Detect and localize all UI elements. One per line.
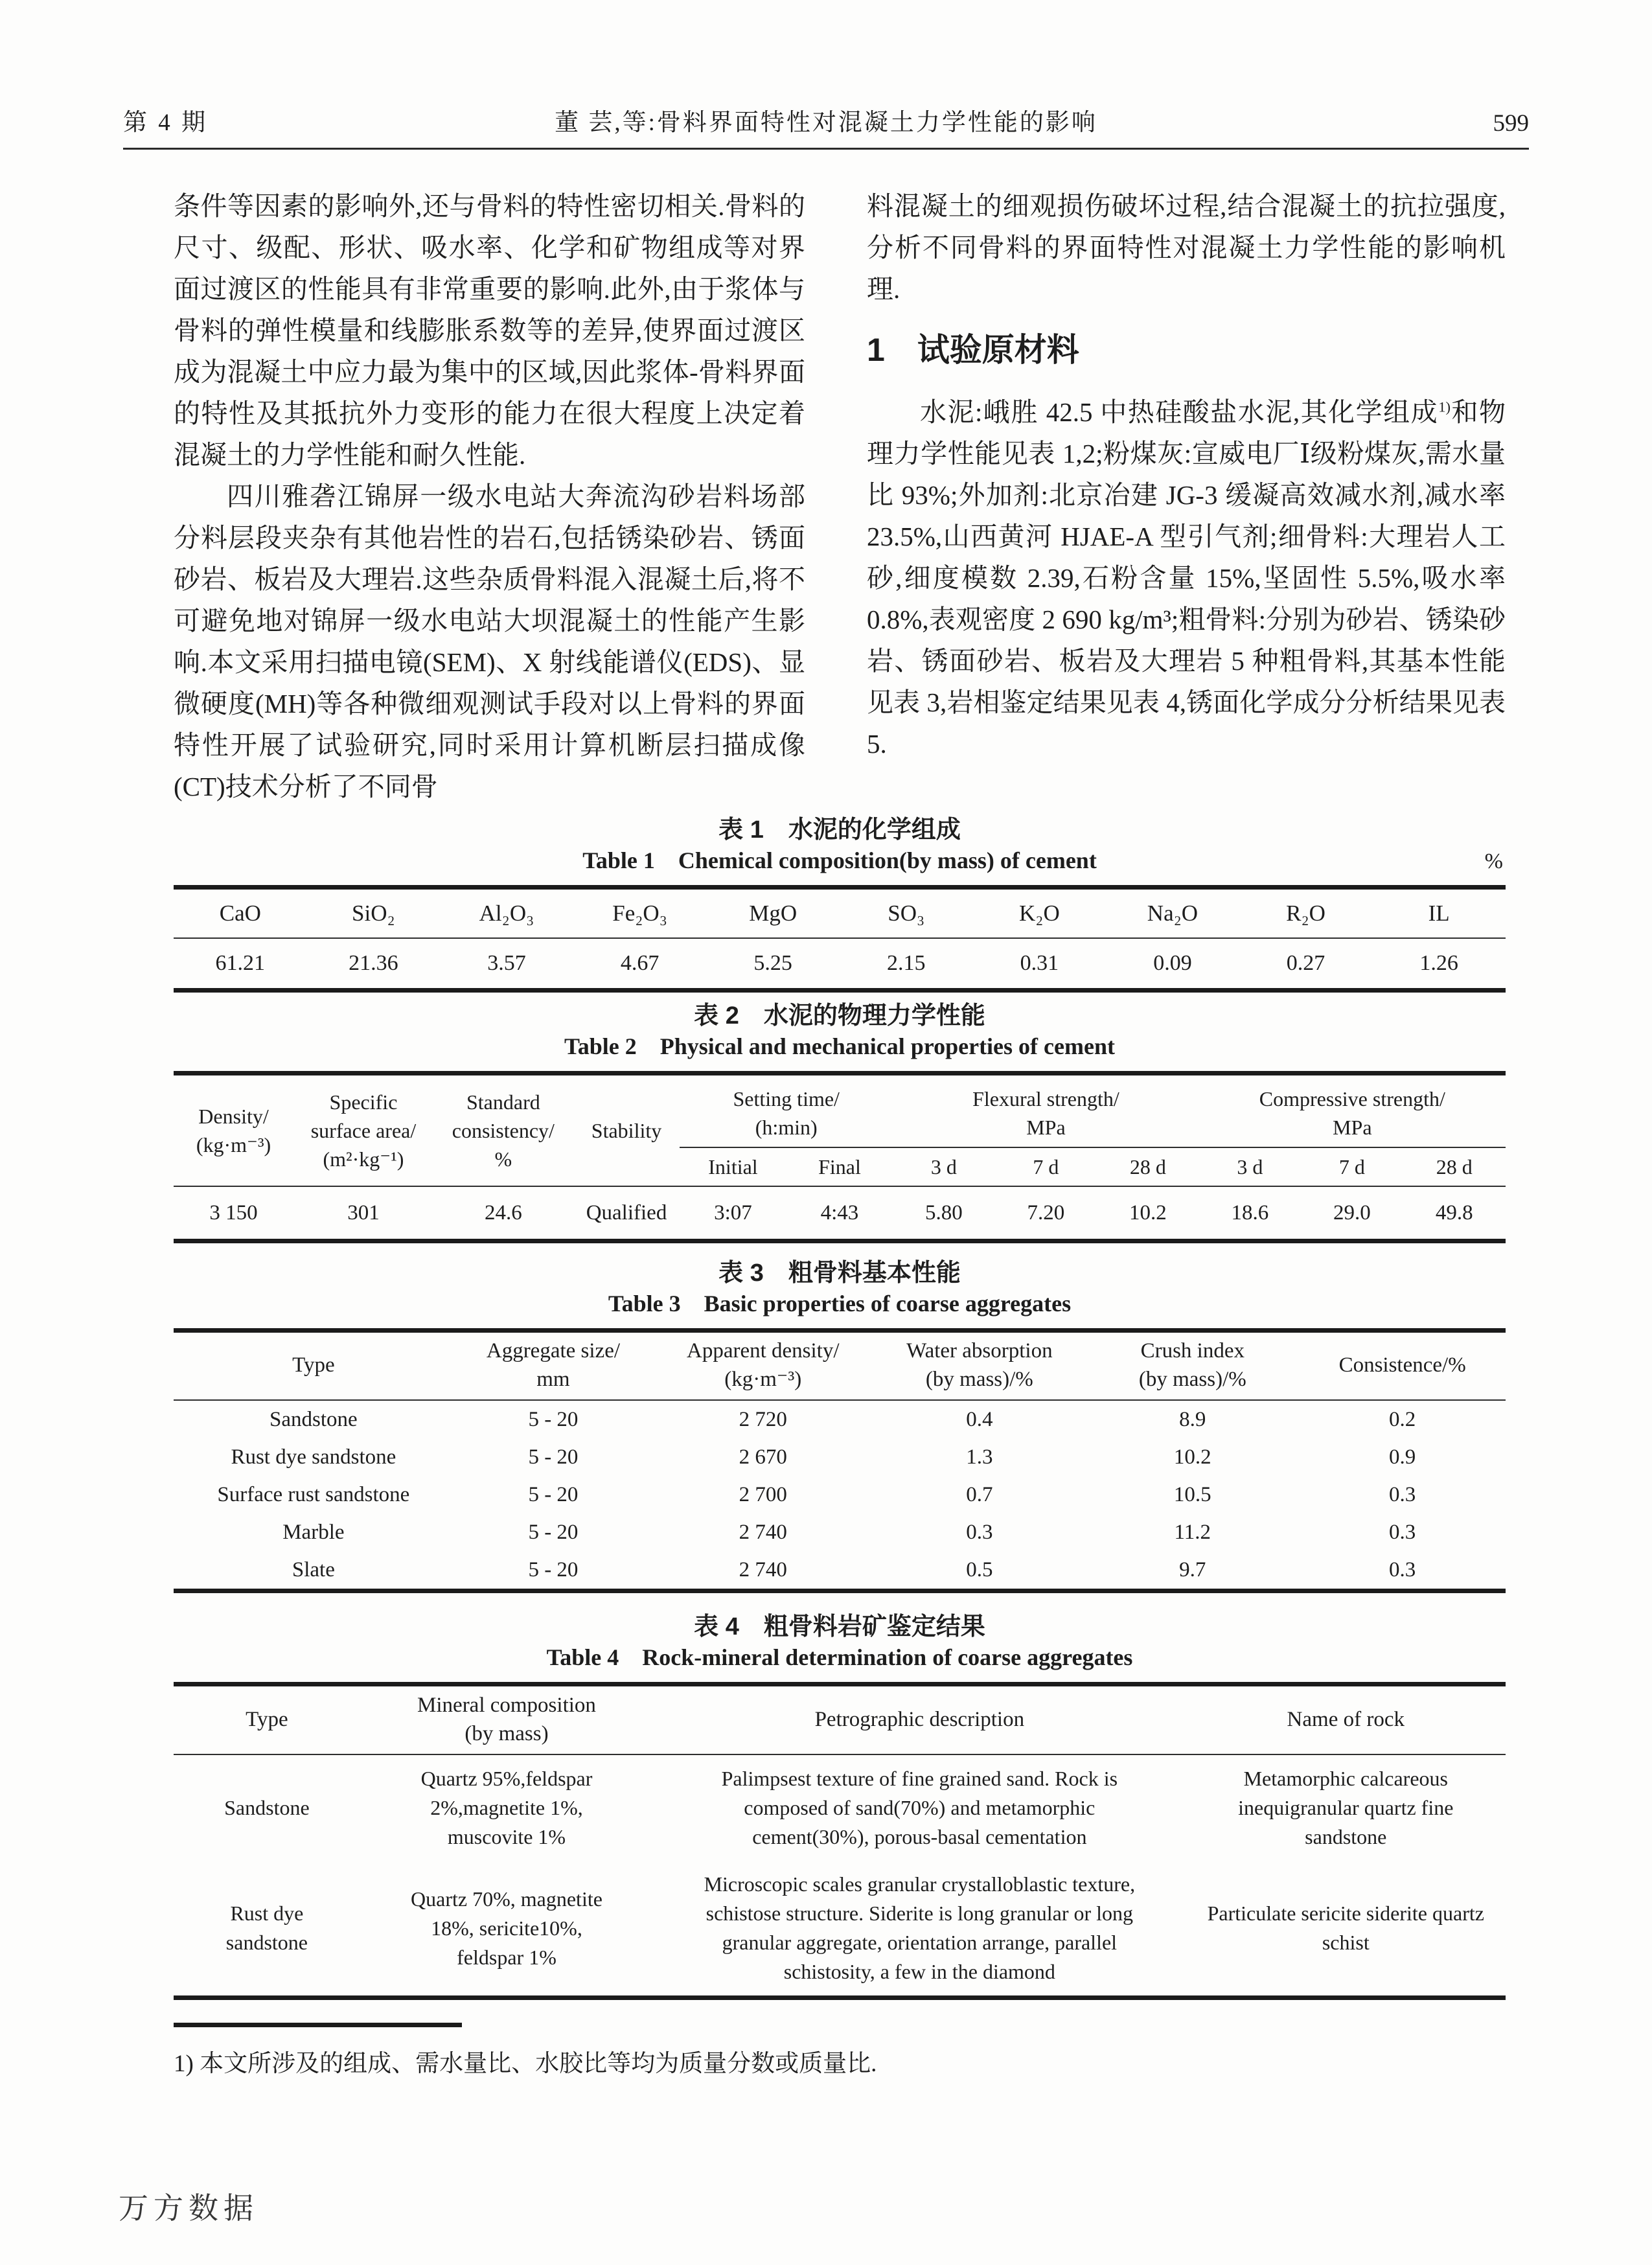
table-cell: 0.31	[1020, 951, 1059, 975]
table-cell: 5 - 20	[528, 1558, 579, 1581]
footnote: 1) 本文所涉及的组成、需水量比、水胶比等均为质量分数或质量比.	[174, 2051, 877, 2077]
table-cell: Rust dye sandstone	[231, 1445, 396, 1469]
header-line: consistency/	[452, 1119, 555, 1142]
table-header-cell	[360, 1684, 653, 1755]
table3-caption-en-row	[174, 1288, 1506, 1324]
table-cell: 2 720	[739, 1407, 787, 1431]
header-line: Consistence/%	[1338, 1353, 1466, 1377]
table-cell	[360, 1754, 653, 1861]
table-cell: 49.8	[1435, 1201, 1473, 1224]
table-cell	[1186, 1754, 1506, 1861]
paragraph-text: 水泥:峨胜 42.5 中热硅酸盐水泥,其化学组成	[920, 397, 1439, 427]
table-cell: 29.0	[1333, 1201, 1371, 1224]
footnote-marker: 1)	[1438, 398, 1451, 415]
table-header-cell: Al₂O₃	[440, 888, 573, 939]
header-line: mm	[536, 1368, 570, 1391]
table-cell: Surface rust sandstone	[217, 1482, 410, 1506]
table-row	[174, 1684, 1506, 1755]
table3-caption-en: Table 3 Basic properties of coarse aggregates	[608, 1291, 1072, 1316]
table4-caption-en-row	[174, 1642, 1506, 1678]
table-header-cell: 3 d	[893, 1147, 994, 1186]
table-header-cell: Fe₂O₃	[573, 888, 707, 939]
table-cell: 5.80	[925, 1201, 963, 1224]
table-cell: 0.3	[1389, 1520, 1416, 1544]
table-cell: 0.09	[1153, 951, 1192, 975]
table-cell	[653, 1754, 1186, 1861]
table-header-cell	[1299, 1331, 1506, 1401]
header-line: Type	[292, 1353, 335, 1377]
section-heading	[867, 332, 1506, 368]
cell-text: Palimpsest texture of fine grained sand. Rock is composed of sand(70%) and metamorphic cement(30%), porous-basal cementation	[721, 1767, 1118, 1848]
right-column	[867, 185, 1506, 807]
header-line: Mineral composition	[417, 1694, 596, 1717]
cell-text: Sandstone	[224, 1796, 310, 1819]
table-header-cell: Name of rock	[1186, 1684, 1506, 1755]
table2-block	[174, 1001, 1506, 1243]
table-header-cell: CaO	[174, 888, 307, 939]
table-cell	[174, 1754, 360, 1861]
header-line: %	[494, 1147, 512, 1171]
table-cell: 0.2	[1389, 1407, 1416, 1431]
watermark: 万方数据	[119, 2192, 258, 2225]
section-number: 1	[867, 332, 885, 368]
header-line: Standard	[466, 1090, 540, 1114]
table-cell: 0.3	[1389, 1482, 1416, 1506]
table-cell: 0.27	[1286, 951, 1325, 975]
table1-block	[174, 815, 1506, 993]
table-cell: 5 - 20	[528, 1445, 579, 1469]
table-header-cell: 7 d	[995, 1147, 1097, 1186]
table-cell: Sandstone	[270, 1407, 358, 1431]
table-cell: 5 - 20	[528, 1407, 579, 1431]
header-line: (kg·m⁻³)	[196, 1133, 271, 1156]
header-line: Crush index	[1140, 1339, 1245, 1362]
cell-text: Rust dye sandstone	[225, 1902, 308, 1954]
header-line: Apparent density/	[686, 1339, 840, 1362]
table-cell: 2 700	[739, 1482, 787, 1506]
table-row	[174, 1331, 1506, 1401]
table-header-cell: R₂O	[1239, 888, 1373, 939]
cell-text: Quartz 95%,feldspar 2%,magnetite 1%, muscovite 1%	[420, 1767, 593, 1848]
table-header-cell: 7 d	[1301, 1147, 1403, 1186]
table-cell	[174, 1861, 360, 1998]
table-cell: 1.26	[1419, 951, 1458, 975]
table-cell: 2 740	[739, 1558, 787, 1581]
table2-caption-zh: 表 2 水泥的物理力学性能	[694, 1002, 985, 1029]
table4-block	[174, 1612, 1506, 2000]
table-header-cell	[653, 1331, 873, 1401]
page-header	[123, 102, 1529, 150]
header-line: Flexural strength/	[972, 1087, 1119, 1110]
table-cell: 5 - 20	[528, 1520, 579, 1544]
table-cell: Slate	[292, 1558, 335, 1581]
table-cell: Qualified	[586, 1201, 667, 1224]
table-header-cell: SO₃	[840, 888, 973, 939]
header-line: (h:min)	[755, 1116, 818, 1139]
cell-text: Particulate sericite siderite quartz schist	[1207, 1902, 1484, 1954]
table3	[174, 1328, 1506, 1593]
table-header-cell	[174, 1331, 453, 1401]
header-line: Aggregate size/	[486, 1339, 621, 1362]
header-line: Density/	[198, 1105, 269, 1128]
table-header-cell: K₂O	[973, 888, 1107, 939]
table-cell: 3 150	[209, 1201, 258, 1224]
table-cell: 0.9	[1389, 1445, 1416, 1469]
running-title: 董 芸,等:骨料界面特性对混凝土力学性能的影响	[555, 109, 1097, 136]
table-cell: 1.3	[966, 1445, 993, 1469]
header-line: Water absorption	[906, 1339, 1053, 1362]
table-header-cell	[1086, 1331, 1299, 1401]
paragraph: 条件等因素的影响外,还与骨料的特性密切相关.骨料的尺寸、级配、形状、吸水率、化学和矿物组成等对界面过渡区的性能具有非常重要的影响.此外,由于浆体与骨料的弹性模量和线膨胀系数等的差异,使界面过渡区成为混凝土中应力最为集中的区域,因此浆体-骨料界面的特性及其抵抗外力变形的能力在很大程度上决定着混凝土的力学性能和耐久性能.	[174, 191, 805, 470]
table-row	[174, 1551, 1506, 1591]
table-cell: 5.25	[753, 951, 792, 975]
section-title: 试验原材料	[917, 332, 1079, 368]
table-cell	[1186, 1861, 1506, 1998]
table-cell: 2.15	[887, 951, 926, 975]
header-line: MPa	[1333, 1116, 1372, 1139]
table-row	[174, 1400, 1506, 1438]
table-cell: 5 - 20	[528, 1482, 579, 1506]
cell-text: Microscopic scales granular crystalloblastic texture, schistose structure. Siderite is long granular or long granular aggregate, orientation arrange, parallel schistosity, a few in the diamond	[704, 1872, 1136, 1983]
table-header-cell	[433, 1074, 573, 1187]
table-cell: 9.7	[1179, 1558, 1206, 1581]
table-row	[174, 938, 1506, 991]
paragraph	[867, 391, 1506, 765]
paragraph-text: 和物理力学性能见表 1,2;粉煤灰:宣威电厂Ⅰ级粉煤灰,需水量比 93%;外加剂:北京冶建 JG-3 缓凝高效减水剂,减水率 23.5%,山西黄河 HJAE-A 型引气剂;细骨料:大理岩人工砂,细度模数 2.39,石粉含量 15%,坚固性 5.5%,吸水率 0.8%,表观密度 2 690 kg/m³;粗骨料:分别为砂岩、锈染砂岩、锈面砂岩、板岩及大理岩 5 种粗骨料,其基本性能见表 3,岩相鉴定结果见表 4,锈面化学成分分析结果见表 5.	[867, 397, 1506, 759]
table-cell: 18.6	[1231, 1201, 1269, 1224]
table-cell: 301	[347, 1201, 380, 1224]
table-header-cell: MgO	[706, 888, 840, 939]
page-number: 599	[1493, 110, 1529, 137]
table-cell: 61.21	[215, 951, 266, 975]
table-header-cell: Initial	[680, 1147, 786, 1186]
table1	[174, 885, 1506, 993]
table-row	[174, 1754, 1506, 1861]
table-cell: 0.3	[1389, 1558, 1416, 1581]
table1-unit: %	[1484, 849, 1503, 873]
table-cell	[360, 1861, 653, 1998]
table1-caption-en-row	[174, 845, 1506, 881]
table-header-cell: 28 d	[1403, 1147, 1506, 1186]
paragraph: 料混凝土的细观损伤破坏过程,结合混凝土的抗拉强度,分析不同骨料的界面特性对混凝土力学性能的影响机理.	[867, 191, 1506, 304]
table-row	[174, 1476, 1506, 1513]
table-cell: 2 740	[739, 1520, 787, 1544]
header-line: surface area/	[310, 1119, 417, 1142]
table-group-header	[893, 1074, 1199, 1148]
table-cell	[653, 1861, 1186, 1998]
table2-caption-en-row	[174, 1031, 1506, 1067]
body-columns	[174, 185, 1506, 807]
table-cell: 4:43	[820, 1201, 859, 1224]
table-header-cell: Type	[174, 1684, 360, 1755]
table-row	[174, 1438, 1506, 1476]
paragraph: 四川雅砻江锦屏一级水电站大奔流沟砂岩料场部分料层段夹杂有其他岩性的岩石,包括锈染砂岩、锈面砂岩、板岩及大理岩.这些杂质骨料混入混凝土后,将不可避免地对锦屏一级水电站大坝混凝土的性能产生影响.本文采用扫描电镜(SEM)、X 射线能谱仪(EDS)、显微硬度(MH)等各种微细观测试手段对以上骨料的界面特性开展了试验研究,同时采用计算机断层扫描成像(CT)技术分析了不同骨	[174, 481, 805, 801]
table-cell: 0.4	[966, 1407, 993, 1431]
table-header-cell	[293, 1074, 433, 1187]
table-cell: 10.5	[1173, 1482, 1211, 1506]
header-line: MPa	[1026, 1116, 1066, 1139]
table-cell: 10.2	[1173, 1445, 1211, 1469]
header-line: (by mass)	[465, 1722, 549, 1745]
table-cell: 24.6	[484, 1201, 522, 1224]
footnote-separator	[174, 2023, 462, 2027]
table3-block	[174, 1258, 1506, 1593]
left-column	[174, 185, 805, 807]
table-header-cell	[873, 1331, 1086, 1401]
table-group-header	[680, 1074, 893, 1148]
table4-caption-zh: 表 4 粗骨料岩矿鉴定结果	[694, 1613, 985, 1640]
table-header-cell: Stability	[573, 1074, 680, 1187]
table-row	[174, 1513, 1506, 1551]
table-header-cell	[174, 1074, 293, 1187]
header-line: (m²·kg⁻¹)	[323, 1147, 404, 1171]
table-header-cell: Final	[786, 1147, 893, 1186]
table-header-cell: SiO₂	[307, 888, 441, 939]
table-cell: Marble	[282, 1520, 345, 1544]
table-cell: 21.36	[349, 951, 398, 975]
table-row	[174, 888, 1506, 939]
cell-text: Metamorphic calcareous inequigranular quartz fine sandstone	[1238, 1767, 1454, 1848]
table1-caption-zh: 表 1 水泥的化学组成	[718, 816, 961, 844]
table-header-cell: 28 d	[1097, 1147, 1199, 1186]
header-line: Setting time/	[733, 1087, 840, 1110]
table-cell: 0.7	[966, 1482, 993, 1506]
header-line: (kg·m⁻³)	[724, 1368, 802, 1391]
table-header-cell: Petrographic description	[653, 1684, 1186, 1755]
header-line: (by mass)/%	[925, 1368, 1033, 1391]
table2	[174, 1071, 1506, 1243]
table1-caption-en: Table 1 Chemical composition(by mass) of cement	[582, 847, 1097, 873]
table-header-cell: IL	[1372, 888, 1506, 939]
table3-caption-zh: 表 3 粗骨料基本性能	[718, 1259, 961, 1287]
table-row	[174, 1861, 1506, 1998]
table-header-cell: Na₂O	[1106, 888, 1239, 939]
table-header-cell: 3 d	[1199, 1147, 1301, 1186]
table4	[174, 1682, 1506, 2000]
table-cell: 4.67	[620, 951, 660, 975]
table2-caption-en: Table 2 Physical and mechanical properties of cement	[564, 1033, 1115, 1059]
table-cell: 10.2	[1129, 1201, 1167, 1224]
table-cell: 3.57	[487, 951, 526, 975]
table-row	[174, 1074, 1506, 1148]
header-line: Specific	[329, 1090, 398, 1114]
table-cell: 7.20	[1027, 1201, 1065, 1224]
issue-label: 第 4 期	[123, 109, 208, 136]
table-row	[174, 1186, 1506, 1241]
header-line: Compressive strength/	[1259, 1087, 1445, 1110]
cell-text: Quartz 70%, magnetite 18%, sericite10%, feldspar 1%	[411, 1887, 602, 1969]
table-cell: 0.3	[966, 1520, 993, 1544]
table-cell: 2 670	[739, 1445, 787, 1469]
table4-caption-en: Table 4 Rock-mineral determination of coarse aggregates	[546, 1644, 1133, 1670]
table-cell: 11.2	[1174, 1520, 1211, 1544]
table-cell: 0.5	[966, 1558, 993, 1581]
table-header-cell	[453, 1331, 653, 1401]
table-group-header	[1199, 1074, 1506, 1148]
table-cell: 3:07	[714, 1201, 752, 1224]
header-line: (by mass)/%	[1138, 1368, 1246, 1391]
table-cell: 8.9	[1179, 1407, 1206, 1431]
